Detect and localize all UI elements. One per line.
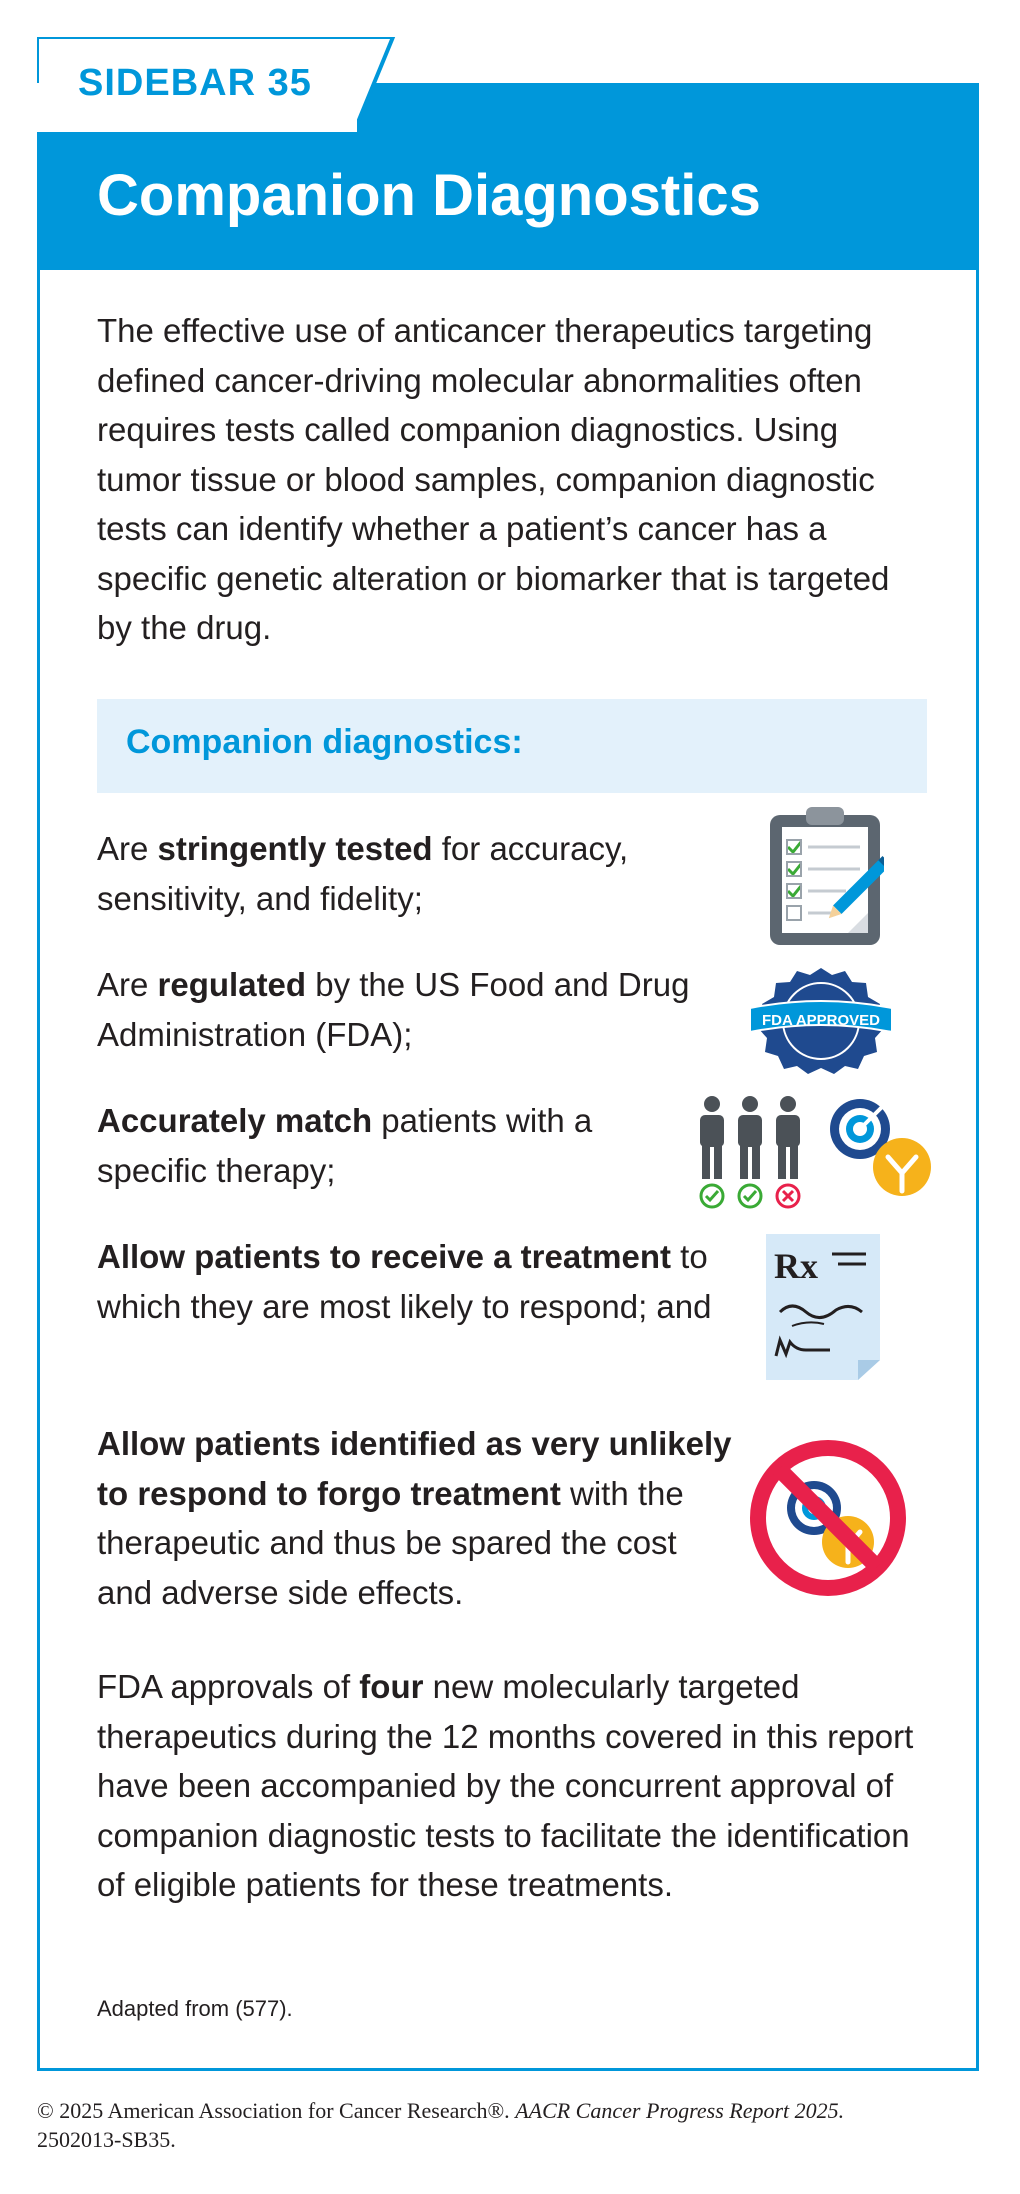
badge-text: FDA APPROVED (761, 1012, 881, 1029)
list-item: Are regulated by the US Food and Drug Administration (FDA); (97, 966, 690, 1053)
list-item: Are stringently tested for accuracy, sensitivity, and fidelity; (97, 830, 629, 917)
list-item: Allow patients to receive a treatment to which they are most likely to respond; and (97, 1238, 712, 1325)
callout-box (97, 699, 927, 793)
antibody-icon (873, 1138, 931, 1196)
patients-target-antibody-icon (690, 1095, 936, 1210)
patient-figure-icon (700, 1096, 724, 1179)
copyright-footer: © 2025 American Association for Cancer Research®. AACR Cancer Progress Report 2025. 2502013-SB35. (37, 2098, 845, 2152)
intro-paragraph: The effective use of anticancer therapeutics targeting defined cancer-driving molecular abnormalities often requires tests called companion diagnostics. Using tumor tissue or blood samples, companion diagnostic tests can identify whether a patient’s cancer has a specific genetic alteration or biomarker that is targeted by the drug. (97, 312, 890, 646)
closing-paragraph: FDA approvals of four new molecularly targeted therapeutics during the 12 months covered in this report have been accompanied by the concurrent approval of companion diagnostic tests to facilitate the identification of eligible patients for these treatments. (97, 1668, 914, 1903)
clipboard-checklist-icon (766, 805, 884, 947)
no-treatment-icon (748, 1438, 908, 1598)
fda-approved-badge-icon (746, 966, 896, 1076)
page-title: Companion Diagnostics (97, 163, 761, 228)
source-note: Adapted from (577). (97, 1996, 293, 2021)
list-item: Accurately match patients with a specific therapy; (97, 1102, 593, 1189)
list-item: Allow patients identified as very unlikely to respond to forgo treatment with the therapeutic and thus be spared the cost and adverse side effects. (97, 1425, 732, 1611)
prescription-icon (762, 1232, 884, 1382)
sidebar-label: SIDEBAR 35 (78, 62, 312, 104)
patient-figure-icon (738, 1096, 762, 1179)
callout-label: Companion diagnostics: (126, 723, 523, 761)
patient-figure-icon (776, 1096, 800, 1179)
rx-symbol: Rx (774, 1246, 818, 1286)
